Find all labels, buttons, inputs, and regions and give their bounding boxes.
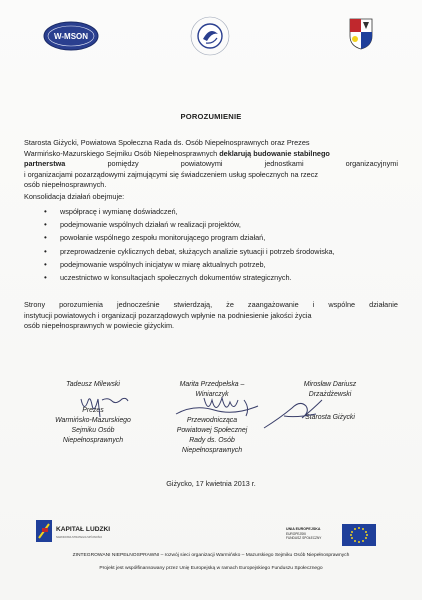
closing-word: i	[312, 300, 315, 309]
closing-word: działanie	[369, 300, 398, 309]
intro-word: pomiędzy	[107, 159, 139, 169]
handwritten-signature-icon	[262, 396, 332, 430]
actions-list	[42, 205, 392, 284]
list-item: • podejmowanie wspólnych inicjatyw w miarę aktualnych potrzeb,	[42, 258, 392, 271]
svg-text:UNIA EUROPEJSKA: UNIA EUROPEJSKA	[286, 527, 321, 531]
intro-word: organizacyjnymi	[345, 159, 398, 169]
kapital-ludzki-logo-icon	[36, 518, 122, 548]
handwritten-signature-icon	[174, 394, 266, 420]
signatory-role: Rady ds. Osób	[189, 437, 235, 444]
intro-word: powiatowymi	[180, 159, 223, 169]
closing-word: porozumienia	[59, 300, 103, 309]
signatory-role: Warmińsko-Mazurskiego	[55, 417, 131, 424]
intro-line: osób niepełnosprawnych.	[24, 180, 107, 190]
intro-line	[24, 159, 398, 170]
signatory-role: Prezes	[82, 407, 104, 414]
list-item: • uczestnictwo w konsultacjach społecznych dokumentów strategicznych.	[42, 271, 392, 284]
intro-line: Starosta Giżycki, Powiatowa Społeczna Rada ds. Osób Niepełnosprawnych oraz Prezes	[24, 138, 310, 147]
closing-word: Strony	[24, 300, 46, 309]
intro-paragraph	[24, 138, 398, 191]
intro-line	[24, 149, 398, 160]
list-item: • powołanie wspólnego zespołu monitorującego program działań,	[42, 231, 392, 244]
wmson-logo-icon	[42, 20, 100, 52]
signatory-role: Niepełnosprawnych	[62, 437, 124, 444]
svg-text:FUNDUSZ SPOŁECZNY: FUNDUSZ SPOŁECZNY	[286, 536, 322, 540]
svg-text:NARODOWA STRATEGIA SPÓJNOŚCI: NARODOWA STRATEGIA SPÓJNOŚCI	[56, 536, 103, 539]
signatory-role: Powiatowej Społecznej	[176, 427, 248, 434]
list-item: • podejmowanie wspólnych działań w realizacji projektów,	[42, 218, 392, 231]
konsolidacja-heading: Konsolidacja działań obejmuje:	[24, 192, 125, 201]
signatory-role: Przewodnicząca	[186, 417, 238, 424]
signatory-role: Sejmiku Osób	[71, 427, 115, 434]
intro-text: Warmińsko-Mazurskiego Sejmiku Osób Niepełnosprawnych	[24, 148, 220, 158]
closing-word: stwierdzają,	[173, 300, 213, 309]
coat-of-arms-icon	[349, 18, 373, 50]
intro-line: i organizacjami pozarządowymi zajmującymi się świadczeniem usług społecznych na rzecz	[24, 169, 319, 179]
closing-paragraph	[24, 300, 398, 332]
svg-text:KAPITAŁ LUDZKI: KAPITAŁ LUDZKI	[56, 526, 111, 533]
signatory-name: Marita Przedpełska –	[179, 381, 245, 388]
closing-line: osób niepełnosprawnych w powiecie giżyckim.	[24, 321, 175, 331]
list-item: • przeprowadzenie cyklicznych debat, służących analizie sytuacji i potrzeb środowiska,	[42, 245, 392, 258]
signatory-role: Starosta Giżycki	[305, 414, 355, 421]
signatory-name: Drzażdżewski	[308, 391, 352, 398]
intro-bold-text: deklarują budowanie stabilnego	[219, 148, 330, 158]
closing-word: zaangażowanie	[247, 300, 299, 309]
closing-line	[24, 300, 398, 311]
eu-flag-logo-icon	[286, 522, 378, 548]
svg-text:EUROPEJSKI: EUROPEJSKI	[286, 532, 307, 536]
closing-word: że	[226, 300, 234, 309]
handwritten-signature-icon	[78, 391, 130, 419]
signatory-name: Mirosław Dariusz	[303, 381, 357, 388]
signatory-role: Niepełnosprawnych	[181, 447, 243, 454]
signatory-name: Winiarczyk	[195, 391, 229, 398]
document-title: POROZUMIENIE	[180, 112, 242, 121]
closing-line: instytucji powiatowych i organizacji pozarządowych wpłynie na podniesienie jakości życia	[24, 310, 312, 320]
signatory-name: Tadeusz Milewski	[66, 381, 120, 388]
closing-word: jednocześnie	[116, 300, 160, 309]
footer-funding-line: Projekt jest współfinansowany przez Unię Europejską w ramach Europejskiego Funduszu Społecznego	[99, 566, 323, 571]
zintegrowani-logo-icon	[188, 14, 232, 58]
footer-project-line: ZINTEGROWANI NIEPEŁNOSPRAWNI – rozwój sieci organizacji Warmińsko – Mazurskiego Sejmiku Osób Niepełnosprawnych	[72, 553, 350, 558]
svg-text:W-MSON: W-MSON	[53, 32, 89, 41]
place-date: Giżycko, 17 kwietnia 2013 r.	[166, 479, 256, 488]
closing-word: wspólne	[328, 300, 356, 309]
list-item: • współpracę i wymianę doświadczeń,	[42, 205, 392, 218]
intro-bold-text: partnerstwa	[24, 159, 66, 169]
intro-word: jednostkami	[264, 159, 304, 169]
